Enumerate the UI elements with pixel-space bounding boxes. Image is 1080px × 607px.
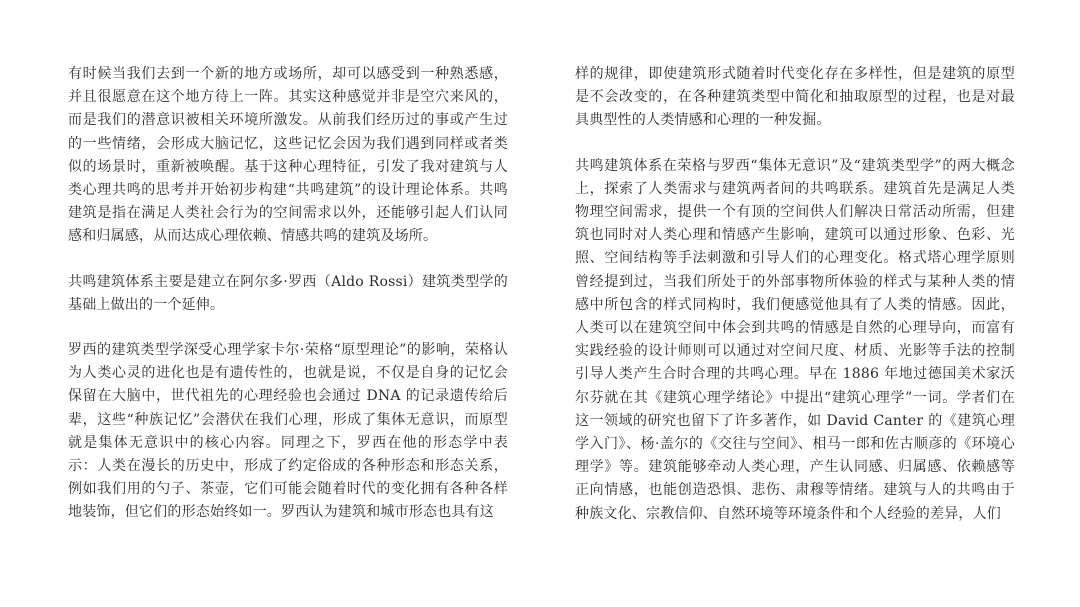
paragraph-jung-archetype: 罗西的建筑类型学深受心理学家卡尔·荣格“原型理论”的影响，荣格认为人类心灵的进化也是有遗传性的，也就是说，不仅是自身的记忆会保留在大脑中，世代祖先的心理经验也会通过 DNA 的记录遗传给后辈，这些“种族记忆”会潜伏在我们心理，形成了集体无意识，而原型就是集体无意识中的核心内容。同理之下，罗西在他的形态学中表示：人类在漫长的历史中，形成了约定俗成的各种形态和形态关系，例如我们用的勺子、茶壶，它们可能会随着时代的变化拥有各种各样地装饰，但它们的形态始终如一。罗西认为建筑和城市形态也具有这 — [68, 342, 508, 521]
right-text-column — [575, 63, 1015, 548]
paragraph-rossi-basis: 共鸣建筑体系主要是建立在阿尔多·罗西（Aldo Rossi）建筑类型学的基础上做出的一个延伸。 — [68, 273, 508, 313]
paragraph-prototype-continued: 样的规律，即使建筑形式随着时代变化存在多样性，但是建筑的原型是不会改变的，在各种建筑类型中简化和抽取原型的过程，也是对最具典型性的人类情感和心理的一种发掘。 — [575, 66, 1015, 129]
paragraph-familiarity-intro: 有时候当我们去到一个新的地方或场所，却可以感受到一种熟悉感，并且很愿意在这个地方待上一阵。其实这种感觉并非是空穴来风的，而是我们的潜意识被相关环境所激发。从前我们经历过的事或产生过的一些情绪，会形成大脑记忆，这些记忆会因为我们遇到同样或者类似的场景时，重新被唤醒。基于这种心理特征，引发了我对建筑与人类心理共鸣的思考并开始初步构建“共鸣建筑”的设计理论体系。共鸣建筑是指在满足人类社会行为的空间需求以外，还能够引起人们认同感和归属感，从而达成心理依赖、情感共鸣的建筑及场所。 — [68, 66, 508, 245]
paragraph-resonance-system: 共鸣建筑体系在荣格与罗西“集体无意识”及“建筑类型学”的两大概念上，探索了人类需求与建筑两者间的共鸣联系。建筑首先是满足人类物理空间需求，提供一个有顶的空间供人们解决日常活动所需，但建筑也同时对人类心理和情感产生影响，建筑可以通过形象、色彩、光照、空间结构等手法刺激和引导人们的心理变化。格式塔心理学原则曾经提到过，当我们所处于的外部事物所体验的样式与某种人类的情感中所包含的样式同构时，我们便感觉他具有了人类的情感。因此，人类可以在建筑空间中体会到共鸣的情感是自然的心理导向，而富有实践经验的设计师则可以通过对空间尺度、材质、光影等手法的控制引导人类产生合时合理的共鸣心理。早在 1886 年地过德国美术家沃尔芬就在其《建筑心理学绪论》中提出“建筑心理学”一词。学者们在这一领域的研究也留下了许多著作，如 David Canter 的《建筑心理学入门》、杨·盖尔的《交往与空间》、相马一郎和佐古顺彦的《环境心理学》等。建筑能够牵动人类心理，产生认同感、归属感、依赖感等正向情感，也能创造恐惧、悲伤、肃穆等情绪。建筑与人的共鸣由于种族文化、宗教信仰、自然环境等环境条件和个人经验的差异，人们 — [575, 157, 1015, 522]
left-text-column — [68, 63, 508, 547]
